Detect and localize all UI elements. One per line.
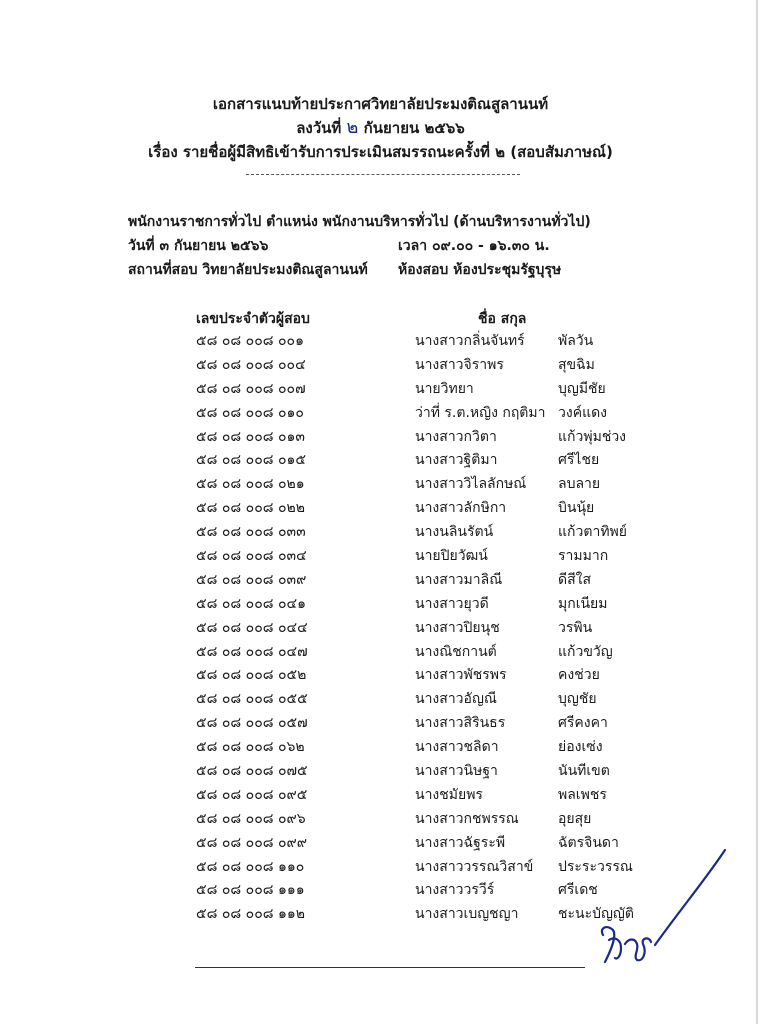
candidate-id: ๕๘ ๐๘ ๐๐๘ ๐๔๗ (196, 643, 308, 660)
candidate-first-name: นางนลินรัตน์ (415, 524, 494, 541)
candidate-first-name: นางสาวอัญณี (415, 691, 497, 708)
signature-line (195, 967, 585, 968)
candidate-id: ๕๘ ๐๘ ๐๐๘ ๐๙๖ (196, 810, 306, 827)
list-item (0, 617, 761, 641)
candidate-first-name: นายปิยวัฒน์ (415, 548, 488, 565)
candidate-first-name: นางสาวจิราพร (415, 356, 504, 373)
candidate-first-name: นางสาวปิยนุช (415, 619, 500, 636)
candidate-first-name: นางสาวนิษฐา (415, 763, 498, 780)
candidate-id: ๕๘ ๐๘ ๐๐๘ ๐๑๐ (196, 404, 304, 421)
header-date-line (0, 116, 761, 140)
candidate-last-name: ศรีคงคา (558, 715, 608, 732)
candidate-first-name: นางสาวพัชรพร (415, 667, 507, 684)
candidate-last-name: ศรีไชย (558, 452, 600, 469)
candidate-id: ๕๘ ๐๘ ๐๐๘ ๐๕๗ (196, 715, 308, 732)
candidate-last-name: วรพิน (558, 619, 593, 636)
candidate-id: ๕๘ ๐๘ ๐๐๘ ๐๔๔ (196, 619, 308, 636)
list-item (0, 712, 761, 736)
exam-time: เวลา ๐๙.๐๐ - ๑๖.๓๐ น. (398, 238, 550, 254)
candidate-last-name: อุยสุย (558, 810, 592, 827)
list-item (0, 760, 761, 784)
position-row (128, 210, 688, 234)
candidate-last-name: รามมาก (558, 548, 609, 565)
candidate-first-name: นางสาวสิรินธร (415, 715, 506, 732)
candidate-first-name: นางสาวกวิตา (415, 428, 497, 445)
candidate-first-name: นางณิชกานต์ (415, 643, 497, 660)
candidate-last-name: บุญมีชัย (558, 380, 606, 397)
candidate-first-name: นางสาวกลิ่นจันทร์ (415, 333, 525, 349)
candidate-last-name: พลเพชร (558, 786, 607, 803)
candidate-last-name: พัลวัน (558, 333, 594, 349)
dashed-separator (246, 174, 520, 175)
list-item (0, 497, 761, 521)
candidate-id: ๕๘ ๐๘ ๐๐๘ ๐๑๕ (196, 452, 307, 469)
list-item (0, 330, 761, 354)
candidate-first-name: นางสาวฐิติมา (415, 452, 498, 469)
header-subject: เรื่อง รายชื่อผู้มีสิทธิเข้ารับการประเมินสมรรถนะครั้งที่ ๒ (สอบสัมภาษณ์) (148, 143, 613, 161)
candidate-first-name: นางสาววรวีร์ (415, 882, 495, 899)
list-item (0, 784, 761, 808)
candidate-id: ๕๘ ๐๘ ๐๐๘ ๑๑๐ (196, 858, 305, 875)
list-item (0, 688, 761, 712)
venue-row (128, 258, 688, 282)
candidate-last-name: มุกเนียม (558, 595, 608, 612)
candidate-first-name: นางสาวกชพรรณ (415, 810, 519, 827)
candidate-id: ๕๘ ๐๘ ๐๐๘ ๐๕๕ (196, 691, 308, 708)
date-time-row (128, 234, 688, 258)
candidate-last-name: บินนุ้ย (558, 500, 595, 517)
candidate-first-name: นางสาวเบญชญา (415, 906, 519, 923)
candidate-id: ๕๘ ๐๘ ๐๐๘ ๐๒๒ (196, 500, 305, 517)
handwritten-day: ๒ (346, 117, 359, 138)
list-item (0, 664, 761, 688)
candidate-first-name: นางสาววรรณวิสาข์ (415, 858, 534, 875)
candidate-id: ๕๘ ๐๘ ๐๐๘ ๑๑๒ (196, 906, 305, 923)
candidate-last-name: คงช่วย (558, 667, 600, 684)
candidate-first-name: นางสาวฉัฐระพี (415, 834, 506, 851)
list-item (0, 378, 761, 402)
candidate-last-name: บุญชัย (558, 691, 597, 708)
candidate-last-name: นันทีเขต (558, 763, 610, 780)
candidate-id: ๕๘ ๐๘ ๐๐๘ ๐๓๙ (196, 571, 307, 588)
column-header-name: ชื่อ สกุล (478, 311, 527, 327)
list-item (0, 736, 761, 760)
exam-date: วันที่ ๓ กันยายน ๒๕๖๖ (128, 238, 269, 254)
candidate-last-name: วงค์แดง (558, 404, 608, 421)
header-date-prefix: ลงวันที่ (296, 119, 342, 137)
header-title: เอกสารแนบท้ายประกาศวิทยาลัยประมงติณสูลานนท์ (212, 95, 549, 113)
list-item (0, 569, 761, 593)
candidate-id: ๕๘ ๐๘ ๐๐๘ ๐๓๓ (196, 524, 306, 541)
list-item (0, 402, 761, 426)
list-item (0, 354, 761, 378)
candidate-last-name: ย่องเซ่ง (558, 739, 603, 756)
list-item (0, 473, 761, 497)
document-header (0, 92, 761, 164)
candidate-id: ๕๘ ๐๘ ๐๐๘ ๐๐๔ (196, 356, 306, 373)
list-item (0, 426, 761, 450)
list-item (0, 545, 761, 569)
list-item (0, 449, 761, 473)
candidate-last-name: ชะนะบัญญัติ (558, 906, 634, 923)
list-item (0, 808, 761, 832)
header-date-suffix: กันยายน ๒๕๖๖ (363, 119, 465, 137)
candidate-first-name: นางสาวยุวดี (415, 595, 489, 612)
list-item (0, 593, 761, 617)
candidate-last-name: ศรีเดช (558, 882, 598, 899)
list-item (0, 521, 761, 545)
candidate-id: ๕๘ ๐๘ ๐๐๘ ๐๐๗ (196, 380, 306, 397)
candidate-id: ๕๘ ๐๘ ๐๐๘ ๐๑๓ (196, 428, 305, 445)
candidate-last-name: ดีสีใส (558, 571, 592, 588)
candidate-id: ๕๘ ๐๘ ๐๐๘ ๐๕๒ (196, 667, 307, 684)
position-text: พนักงานราชการทั่วไป ตำแหน่ง พนักงานบริหารทั่วไป (ด้านบริหารงานทั่วไป) (128, 214, 591, 230)
candidate-list (0, 330, 761, 927)
candidate-last-name: แก้วพุ่มช่วง (558, 428, 627, 445)
candidate-first-name: ว่าที่ ร.ต.หญิง กฤติมา (415, 404, 546, 421)
candidate-id: ๕๘ ๐๘ ๐๐๘ ๑๑๑ (196, 882, 305, 899)
signature (585, 840, 735, 970)
candidate-last-name: สุขฉิม (558, 356, 595, 373)
candidate-last-name: แก้วตาทิพย์ (558, 524, 627, 541)
candidate-first-name: นางสาวมาลิณี (415, 571, 503, 588)
exam-room: ห้องสอบ ห้องประชุมรัฐบุรุษ (398, 262, 562, 278)
candidate-id: ๕๘ ๐๘ ๐๐๘ ๐๐๑ (196, 333, 304, 349)
candidate-id: ๕๘ ๐๘ ๐๐๘ ๐๗๕ (196, 763, 308, 780)
candidate-id: ๕๘ ๐๘ ๐๐๘ ๐๒๑ (196, 476, 305, 493)
candidate-last-name: ฉัตรจินดา (558, 834, 619, 851)
exam-venue: สถานที่สอบ วิทยาลัยประมงติณสูลานนท์ (128, 262, 368, 278)
candidate-first-name: นายวิทยา (415, 380, 474, 397)
column-header-id: เลขประจำตัวผู้สอบ (196, 311, 310, 327)
candidate-id: ๕๘ ๐๘ ๐๐๘ ๐๖๒ (196, 739, 305, 756)
candidate-first-name: นางสาวชลิดา (415, 739, 499, 756)
exam-info (128, 210, 688, 282)
candidate-first-name: นางสาวลักษิกา (415, 500, 507, 517)
candidate-first-name: นางชมัยพร (415, 786, 483, 803)
candidate-id: ๕๘ ๐๘ ๐๐๘ ๐๓๔ (196, 548, 307, 565)
candidate-last-name: ลบลาย (558, 476, 601, 493)
candidate-id: ๕๘ ๐๘ ๐๐๘ ๐๙๙ (196, 834, 308, 851)
candidate-last-name: ประระวรรณ (558, 858, 633, 875)
candidate-id: ๕๘ ๐๘ ๐๐๘ ๐๙๕ (196, 786, 308, 803)
list-item (0, 641, 761, 665)
candidate-last-name: แก้วขวัญ (558, 643, 613, 660)
candidate-id: ๕๘ ๐๘ ๐๐๘ ๐๔๑ (196, 595, 307, 612)
candidate-first-name: นางสาววิไลลักษณ์ (415, 476, 527, 493)
